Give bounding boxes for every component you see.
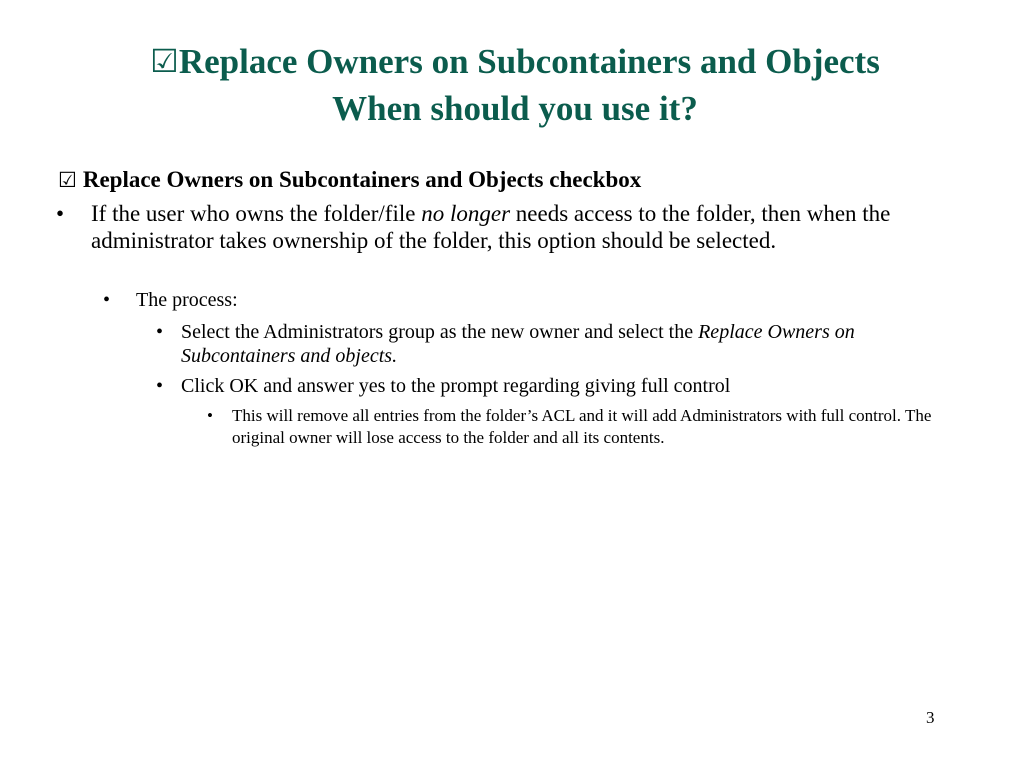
- bullet-level-4: [207, 405, 932, 449]
- bullet-level-3: [156, 374, 921, 398]
- bullet-icon: •: [103, 289, 111, 311]
- title-line-1: [40, 38, 990, 85]
- bullet-text: Click OK and answer yes to the prompt regarding giving full control: [181, 375, 731, 397]
- bullet-icon: •: [56, 201, 65, 226]
- bullet-text: If the user who owns the folder/file: [91, 201, 422, 226]
- bullet-text: This will remove all entries from the folder’s ACL and it will add Administrators with full control. The original owner will lose access to the folder and all its contents.: [232, 406, 932, 447]
- bullet-text-italic: no longer: [421, 201, 511, 226]
- slide-title: [40, 38, 990, 132]
- section-heading-text: Replace Owners on Subcontainers and Objects checkbox: [82, 167, 642, 192]
- checked-box-icon: ☑: [58, 168, 77, 192]
- bullet-icon: •: [156, 375, 164, 397]
- bullet-level-3: [156, 320, 901, 368]
- section-heading: [58, 165, 641, 195]
- page-number: 3: [926, 708, 935, 727]
- bullet-text: The process:: [136, 289, 238, 311]
- bullet-text: needs access to the folder, then when the administrator takes ownership of the folder, this option should be selected.: [91, 201, 891, 253]
- bullet-text: Select the Administrators group as the new owner and select the: [181, 321, 699, 343]
- bullet-text-italic: Replace Owners on Subcontainers and objects.: [181, 321, 855, 367]
- bullet-icon: •: [207, 406, 213, 425]
- title-text: Replace Owners on Subcontainers and Objects: [178, 42, 880, 81]
- title-line-2: When should you use it?: [332, 89, 698, 128]
- bullet-level-2: [103, 288, 896, 313]
- bullet-level-1: [56, 200, 921, 254]
- bullet-icon: •: [156, 321, 164, 343]
- checked-box-icon: ☑: [150, 42, 179, 80]
